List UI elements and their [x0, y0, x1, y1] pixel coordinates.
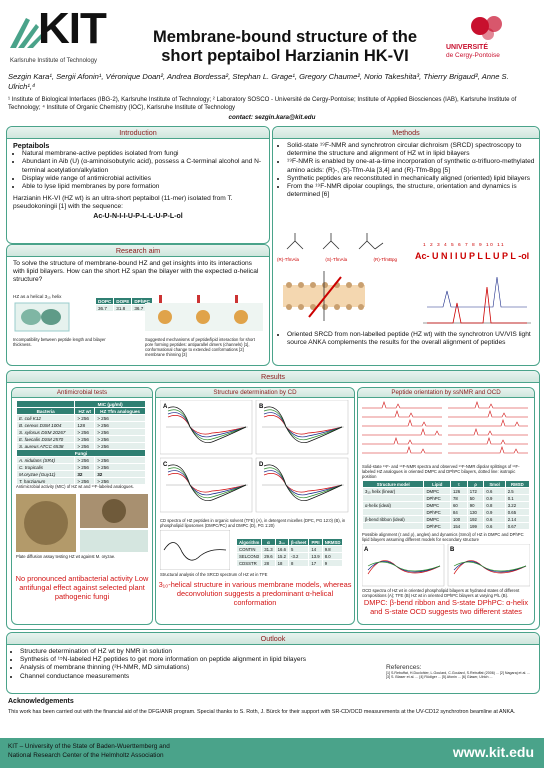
table-cell: C. tropicalis: [17, 464, 75, 471]
table-row: [17, 471, 146, 478]
antimicrobial-heading: Antimicrobial tests: [12, 388, 152, 398]
list-item: • Synthesis of ¹⁵N-labeled HZ peptides to get more information on peptide alignment in lipid bilayers: [20, 656, 390, 664]
table-cell: > 256: [75, 478, 95, 485]
amino-acid-label: (S)-TfmAla: [325, 257, 348, 262]
list-item: • From the ¹⁹F-NMR dipolar couplings, the structure, orientation and dynamics is determined [6]: [287, 183, 539, 199]
thickness-cell: 31.8: [114, 305, 132, 312]
footer-url: www.kit.edu: [452, 744, 534, 760]
table-cell: S. aureus ATCC 6538: [17, 443, 75, 450]
sequence-display: Ac- U N I I U P L L U P L -ol: [415, 251, 530, 261]
table-cell: 5: [289, 546, 309, 553]
ucp-logo-mark: [468, 12, 508, 42]
authors: Sezgin Kara¹, Sergii Afonin¹, Véronique Doan², Andrea Bordessa², Stephan L. Grage¹, Gregory Chaume², Norio Takeshita³, Thierry Brigaud², Anne S. Ulrich¹,⁴: [8, 72, 509, 91]
orientation-table: [362, 480, 530, 530]
title-line-1: Membrane-bound structure of the: [152, 28, 417, 46]
column-header: Smol: [484, 481, 505, 488]
table-cell: > 256: [75, 464, 95, 471]
list-item: • Synthetic peptides are reconstituted in mechanically aligned (oriented) lipid bilayers: [287, 175, 539, 183]
acknowledgements-heading: Acknowledgements: [8, 698, 74, 705]
amino-acid-labels: [277, 257, 397, 262]
table-cell: DPhPC: [424, 523, 451, 530]
nmr-trace: [362, 429, 442, 435]
table-cell: 78: [450, 495, 467, 502]
nmr-trace: [448, 438, 528, 444]
table-cell: 2.5: [505, 488, 529, 495]
footer-line-2: National Research Center of the Helmholtz Association: [8, 752, 164, 759]
column-header: Bacteria: [17, 408, 75, 415]
column-header: 3₁₀: [275, 539, 288, 546]
srcd-bullets: [273, 331, 539, 347]
table-cell: 0.6: [484, 523, 505, 530]
table-cell: > 256: [95, 429, 146, 436]
fungi-label: Fungi: [17, 450, 146, 457]
table-cell: 199: [467, 523, 484, 530]
peptaibols-heading: Peptaibols: [13, 141, 50, 150]
nmr-trace: [362, 420, 442, 426]
table-cell: 50: [467, 495, 484, 502]
thickness-cell: 36.7: [96, 305, 114, 312]
column-header: τ: [450, 481, 467, 488]
table-cell: [363, 523, 424, 530]
column-header: ρ: [467, 481, 484, 488]
table-cell: > 256: [95, 443, 146, 450]
table-cell: 15.2: [275, 553, 288, 560]
cd-subplot: [160, 400, 252, 454]
nmr-panel: [357, 387, 535, 625]
list-item: • ¹⁹F-NMR is enabled by one-at-a-time incorporation of synthetic α-trifluoro-methylated amino acids: (R)-, (S)-Tfm-Ala [3,4] and (R)-Tfm-Bpg [5]: [287, 158, 539, 174]
subplot-letter: D: [259, 462, 264, 468]
mechanism-illustration: [145, 295, 263, 337]
table-cell: > 256: [95, 415, 146, 422]
table-cell: E. coli K12: [17, 415, 75, 422]
column-header: HZ Tfm analogues: [95, 408, 146, 415]
methods-bullets: [273, 142, 539, 199]
nmr-conclusion: DMPC: β-bend ribbon and S-state DPhPC: α-helix and S-state OCD suggests two different states: [363, 598, 529, 616]
references-heading: References:: [386, 664, 422, 671]
nmr-heading: Peptide orientation by ssNMR and OCD: [358, 388, 534, 398]
list-item: • Solid-state ¹⁹F-NMR and synchrotron circular dichroism (SRCD) spectroscopy to determine the structure and alignment of HZ wt in lipid bilayers: [287, 142, 539, 158]
list-item: • Analysis of membrane thinning (²H-NMR, MD simulations): [20, 664, 390, 672]
nmr-trace: [362, 438, 442, 444]
outlook-panel: [6, 632, 540, 694]
research-aim-heading: Research aim: [7, 245, 269, 257]
table-row: [363, 502, 530, 509]
table-cell: S. xylosus DSM 20267: [17, 429, 75, 436]
table-cell: 18: [275, 560, 288, 567]
list-item: • Structure determination of HZ wt by NMR in solution: [20, 648, 390, 656]
table-cell: 9.8: [322, 546, 343, 553]
subplot-letter: A: [163, 404, 168, 410]
table-cell: T. harzianum: [17, 478, 75, 485]
footer-text: [8, 742, 170, 760]
table-cell: α-helix (ideal): [363, 502, 424, 509]
table-row: [17, 429, 146, 436]
column-header: NRMSD: [322, 539, 343, 546]
references-text: [1] S.Rebuffat, H.Duclohier, L.Goulard, C.Goulard, S.Rebuffat (2006) ... [2] Nagaraj et al. ... [3] S. Blaser et al. ... [4] Rüdiger ... [5] Afonin ... [6] Glaser, Ulrich ...: [386, 671, 531, 680]
nmr-column: [448, 402, 528, 453]
table-cell: E. faecalis DSM 2570: [17, 436, 75, 443]
nmr-table-caption: Possible alignment (τ and ρ), angles) and dynamics (Smol) of HZ in DMPC and DPhPC lipid bilayers assuming different models for secondary structure: [362, 532, 524, 542]
table-cell: > 256: [95, 436, 146, 443]
table-cell: 8: [289, 560, 309, 567]
mic-header: MIC (μg/ml): [75, 401, 146, 408]
table-cell: 60: [450, 502, 467, 509]
column-header: Structure model: [363, 481, 424, 488]
table-row: [237, 546, 343, 553]
table-cell: > 256: [75, 415, 95, 422]
nmr-spectra-illustration: [423, 267, 531, 331]
table-cell: DPhPC: [424, 509, 451, 516]
table-cell: 13.9: [309, 553, 322, 560]
outlook-heading: Outlook: [7, 633, 539, 645]
position-numbers: 1 2 3 4 5 6 7 8 9 10 11: [423, 243, 506, 248]
table-cell: 0.6: [484, 516, 505, 523]
ocd-caption: OCD spectra of HZ wt in oriented phospholipid bilayers at hydrated states of different compositions (A); TFE (B) HZ wt in oriented DPhPC bilayers at varying P/L (B).: [362, 588, 520, 598]
list-item: • Channel conductance measurements: [20, 673, 390, 681]
table-cell: DMPC: [424, 516, 451, 523]
table-cell: 28: [262, 560, 275, 567]
right-caption: Suggested mechanisms of peptide/lipid interaction for short pore forming peptides: antiparallel dimers (channels) [1], conformational change to extended conformations [2] membrane thinning [3]: [145, 337, 255, 357]
table-row: [363, 488, 530, 495]
table-cell: 0.9: [484, 495, 505, 502]
table-cell: 14: [309, 546, 322, 553]
table-cell: 0.9: [484, 509, 505, 516]
cd-panel: [155, 387, 355, 625]
introduction-heading: Introduction: [7, 127, 269, 139]
table-cell: 130: [467, 509, 484, 516]
ucp-logo-line-1: UNIVERSITÉ: [446, 44, 489, 51]
left-caption: Incompatibility between peptide length and bilayer thickness.: [13, 337, 106, 347]
hz-description: Harzianin HK-VI (HZ wt) is an ultra-short peptaibol (11-mer) isolated from T. pseudokoningii [1] with the sequence:: [13, 195, 233, 211]
table-cell: > 256: [95, 464, 146, 471]
ucp-logo: [440, 12, 536, 64]
kit-logo-mark: [8, 10, 42, 50]
subplot-letter: B: [450, 547, 455, 553]
acknowledgements-text: This work has been carried out with the financial aid of the DFG/ANR program. Special thanks to S. Roth, J. Bürck for their support with SR-CD/OCD measurements at the UV-CD12 synchrotron beamline at ANKA.: [8, 709, 516, 715]
affiliations: ¹ Institute of Biological Interfaces (IBG-2), Karlsruhe Institute of Technology; ² Laboratory SOSCO - Université de Cergy-Pontoise; Institute of Applied Biosciences (IAB), Karlsruhe Institute of Technology; ⁴ Institute of Organic Chemistry (IOC), Karlsruhe Institute of Technology: [8, 96, 517, 111]
table-row: [363, 495, 530, 502]
table-cell: -3.2: [289, 553, 309, 560]
table-cell: [363, 509, 424, 516]
antimicrobial-panel: [11, 387, 153, 625]
table-cell: 17: [309, 560, 322, 567]
table-cell: 0.65: [505, 509, 529, 516]
table-cell: [363, 495, 424, 502]
nmr-caption: Solid-state ¹⁹F- and ¹⁹F-NMR spectra and observed ¹⁹F-NMR dipolar splittings of ¹⁹F-labeled HZ analogues in oriented DMPC and DPhPC bilayers, dotted line: isotropic position: [362, 464, 520, 479]
table-cell: > 256: [75, 443, 95, 450]
cd-subplot: [256, 400, 348, 454]
kit-subtitle: Karlsruhe Institute of Technology: [10, 58, 97, 64]
column-header: HZ wt: [75, 408, 95, 415]
nmr-trace: [448, 447, 528, 453]
kit-logo-text: KIT: [38, 4, 106, 53]
ocd-subplot: [448, 544, 530, 586]
table-cell: > 256: [95, 478, 146, 485]
table-cell: 128: [75, 422, 95, 429]
nmr-trace: [448, 402, 528, 408]
table-cell: > 256: [95, 422, 146, 429]
cd-spectra-plots: [160, 400, 350, 516]
table-row: [17, 443, 146, 450]
table-cell: B. cereus DSM 1004: [17, 422, 75, 429]
table-row: [17, 422, 146, 429]
cd-table-caption: Structural analysis of the SRCD spectrum of HZ wt in TFE: [160, 572, 268, 577]
hz-helix-caption: HZ as a helical 3₁₀ helix: [13, 294, 62, 299]
table-cell: DMPC: [424, 488, 451, 495]
nmr-trace: [448, 411, 528, 417]
table-cell: 126: [450, 488, 467, 495]
column-header: Lipid: [424, 481, 451, 488]
methods-heading: Methods: [273, 127, 539, 139]
references-block: [386, 664, 534, 680]
table-cell: 29.6: [262, 553, 275, 560]
table-cell: DMPC: [424, 502, 451, 509]
cd-conclusion: 3₁₀-helical structure in various membrane models, whereas deconvolution suggests a predominant α-helical conformation: [158, 580, 352, 607]
table-cell: 0.1: [505, 495, 529, 502]
table-cell: 154: [450, 523, 467, 530]
cd-heading: Structure determination by CD: [156, 388, 354, 398]
thickness-col: DPhPC: [132, 298, 153, 305]
nmr-trace: [448, 420, 528, 426]
list-item: • Natural membrane-active peptides isolated from fungi: [22, 150, 263, 158]
table-cell: 0.8: [484, 502, 505, 509]
table-cell: 90: [467, 502, 484, 509]
table-row: [363, 509, 530, 516]
table-cell: 172: [467, 488, 484, 495]
table-cell: 0.67: [505, 523, 529, 530]
list-item: • Display wide range of antimicrobial activities: [22, 175, 263, 183]
nmr-trace: [362, 447, 442, 453]
table-cell: 3.22: [505, 502, 529, 509]
contact: contact: sezgin.kara@kit.edu: [228, 114, 316, 121]
table-row: [237, 553, 343, 560]
plate-assay-photo: [16, 494, 148, 552]
table-row: [17, 436, 146, 443]
table-cell: A. nidulans (SR4): [17, 457, 75, 464]
srcd-plot: [160, 530, 230, 570]
column-header: PPII: [309, 539, 322, 546]
plate-caption: Plate diffusion assay testing HZ wt against M. oryzae.: [16, 554, 116, 559]
research-aim-panel: [6, 244, 270, 366]
subplot-letter: C: [163, 462, 168, 468]
nmr-column: [362, 402, 442, 453]
table-cell: 9: [322, 560, 343, 567]
table-row: [17, 457, 146, 464]
title-line-2: short peptaibol Harzianin HK-VI: [161, 47, 409, 65]
column-header: β-sheet: [289, 539, 309, 546]
amino-acid-label: (R)-TfmAla: [277, 257, 299, 262]
table-cell: 32: [75, 471, 95, 478]
thickness-col: DOPC: [96, 298, 114, 305]
cd-subplot: [256, 458, 348, 512]
table-row: [17, 415, 146, 422]
acknowledgements: [8, 698, 536, 716]
bilayer-orientation-diagram: [279, 267, 369, 325]
subplot-letter: A: [364, 547, 369, 553]
list-item: • Abundant in Aib (U) (α-aminoisobutyric acid), possess a C-terminal alcohol and N-terminal acetylation/alkylation: [22, 158, 263, 174]
table-cell: 100: [450, 516, 467, 523]
nmr-spectra: [362, 400, 530, 462]
results-panel: [6, 370, 540, 630]
table-row: [17, 464, 146, 471]
methods-panel: [272, 126, 540, 366]
deconvolution-table: [236, 538, 343, 567]
table-cell: DPhPC: [424, 495, 451, 502]
poster-title: [140, 28, 430, 66]
thickness-cell: 36.7: [132, 305, 153, 312]
table-row: [363, 523, 530, 530]
helix-illustration: [13, 301, 71, 333]
research-aim-text: To solve the structure of membrane-bound HZ and get insights into its interactions with lipid bilayers. How can the short HZ span the bilayer with the expected α-helical structure?: [13, 260, 259, 284]
table-cell: 3₁₀ helix (linear): [363, 488, 424, 495]
cd-subplot: [160, 458, 252, 512]
mic-table: [16, 400, 146, 485]
table-cell: 2.14: [505, 516, 529, 523]
column-header: RMSD: [505, 481, 529, 488]
table-cell: β-bend ribbon (ideal): [363, 516, 424, 523]
table-cell: > 256: [95, 457, 146, 464]
table-cell: M.oryzae (Guy11): [17, 471, 75, 478]
srcd-note: • Oriented SRCD from non-labelled peptide (HZ wt) with the synchrotron UV/VIS light source ANKA complements the results for the overall alignment of peptides: [287, 331, 539, 347]
ocd-plots: [362, 544, 530, 588]
results-heading: Results: [7, 371, 539, 383]
column-header: Algorithm: [237, 539, 262, 546]
list-item: • Able to lyse lipid membranes by pore formation: [22, 183, 263, 191]
table-cell: 84: [450, 509, 467, 516]
table-row: [237, 560, 343, 567]
antimicrobial-conclusion: No pronounced antibacterial activity Low antifungal effect against selected plant pathogenic fungi: [15, 574, 149, 601]
table-cell: 0.6: [484, 488, 505, 495]
table-cell: > 256: [75, 457, 95, 464]
hz-sequence: Ac-U-N-I-I-U-P-L-L-U-P-L-ol: [93, 212, 183, 220]
cd-caption: CD spectra of HZ peptides in organic solvent (TFE) (A), in detergent micelles (DPC, PG 12:0) (B), in phospholipid liposomes (DMPC/PC) and DMPC (D), PG 1:20): [160, 518, 346, 528]
introduction-panel: [6, 126, 270, 244]
subplot-letter: B: [259, 404, 264, 410]
table-cell: > 256: [75, 429, 95, 436]
amino-acid-label: (R)-TfmBpg: [373, 257, 397, 262]
table-cell: 31.3: [262, 546, 275, 553]
outlook-bullets: [11, 648, 390, 681]
nmr-trace: [362, 411, 442, 417]
table-cell: SELCON3: [237, 553, 262, 560]
nmr-trace: [448, 429, 528, 435]
thickness-col: DOPE: [114, 298, 132, 305]
table-cell: 32: [95, 471, 146, 478]
table-cell: > 256: [75, 436, 95, 443]
table-cell: CDSSTR: [237, 560, 262, 567]
footer-line-1: KIT – University of the State of Baden-Wuerttemberg and: [8, 743, 170, 750]
table-cell: 16.6: [275, 546, 288, 553]
mic-caption: Antimicrobial activity (MIC) of HZ wt and ¹⁹F-labeled analogues.: [16, 484, 134, 489]
table-cell: 8.0: [322, 553, 343, 560]
table-cell: CONTIN: [237, 546, 262, 553]
introduction-bullets: [13, 150, 263, 191]
nmr-trace: [362, 402, 442, 408]
column-header: α: [262, 539, 275, 546]
table-row: [363, 516, 530, 523]
kit-logo: [8, 4, 128, 68]
table-cell: 192: [467, 516, 484, 523]
ocd-subplot: [362, 544, 444, 586]
ucp-logo-line-2: de Cergy-Pontoise: [446, 52, 500, 59]
